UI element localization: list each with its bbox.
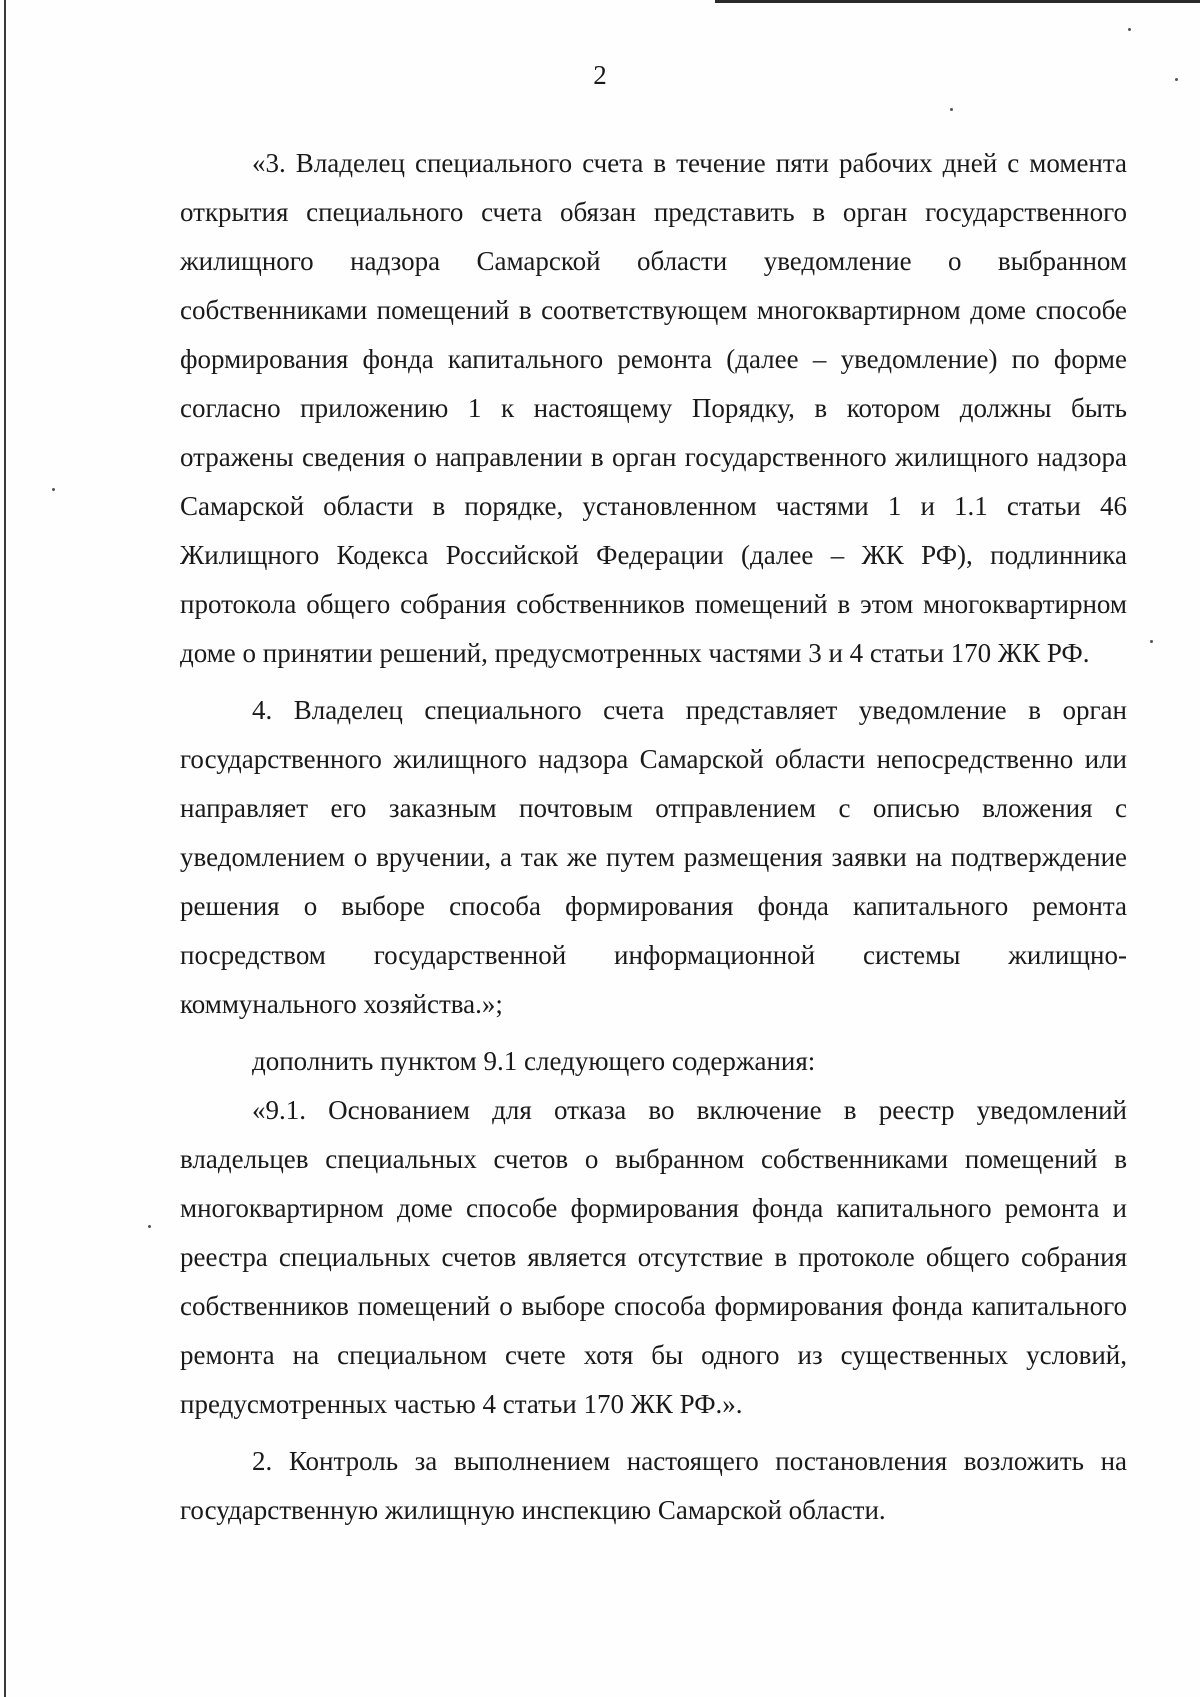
document-body <box>180 139 1127 1535</box>
paragraph-control: 2. Контроль за выполнением настоящего постановления возложить на государственную жилищную инспекцию Самарской области. <box>180 1446 1127 1525</box>
scan-top-line <box>715 0 1200 3</box>
scan-speck <box>1150 640 1153 643</box>
page-number: 2 <box>593 60 607 90</box>
paragraph-item-9-1: «9.1. Основанием для отказа во включение в реестр уведомлений владельцев специальных счетов о выбранном собственниками помещений в многоквартирном доме способе формирования фонда капитального ремонта и реестра специальных счетов является отсутствие в протоколе общего собрания собственников помещений о выборе способа формирования фонда капитального ремонта на специальном счете хотя бы одного из существенных условий, предусмотренных частью 4 статьи 170 ЖК РФ.». <box>180 1095 1127 1419</box>
scan-speck <box>148 1225 151 1228</box>
scan-speck <box>1128 28 1131 31</box>
scan-speck <box>950 108 953 111</box>
paragraph-item-4: 4. Владелец специального счета представляет уведомление в орган государственного жилищного надзора Самарской области непосредственно или направляет его заказным почтовым отправлением с описью вложения с уведомлением о вручении, а так же путем размещения заявки на подтверждение решения о выборе способа формирования фонда капитального ремонта посредством государственной информационной системы жилищно-коммунального хозяйства.»; <box>180 695 1127 1019</box>
scan-edge-line <box>4 0 6 1697</box>
paragraph-item-3: «3. Владелец специального счета в течение пяти рабочих дней с момента открытия специального счета обязан представить в орган государственного жилищного надзора Самарской области уведомление о выбранном собственниками помещений в соответствующем многоквартирном доме способе формирования фонда капитального ремонта (далее – уведомление) по форме согласно приложению 1 к настоящему Порядку, в котором должны быть отражены сведения о направлении в орган государственного жилищного надзора Самарской области в порядке, установленном частями 1 и 1.1 статьи 46 Жилищного Кодекса Российской Федерации (далее – ЖК РФ), подлинника протокола общего собрания собственников помещений в этом многоквартирном доме о принятии решений, предусмотренных частями 3 и 4 статьи 170 ЖК РФ. <box>180 148 1127 668</box>
scan-speck <box>52 488 55 491</box>
paragraph-amendment-intro: дополнить пунктом 9.1 следующего содержания: <box>252 1046 816 1076</box>
